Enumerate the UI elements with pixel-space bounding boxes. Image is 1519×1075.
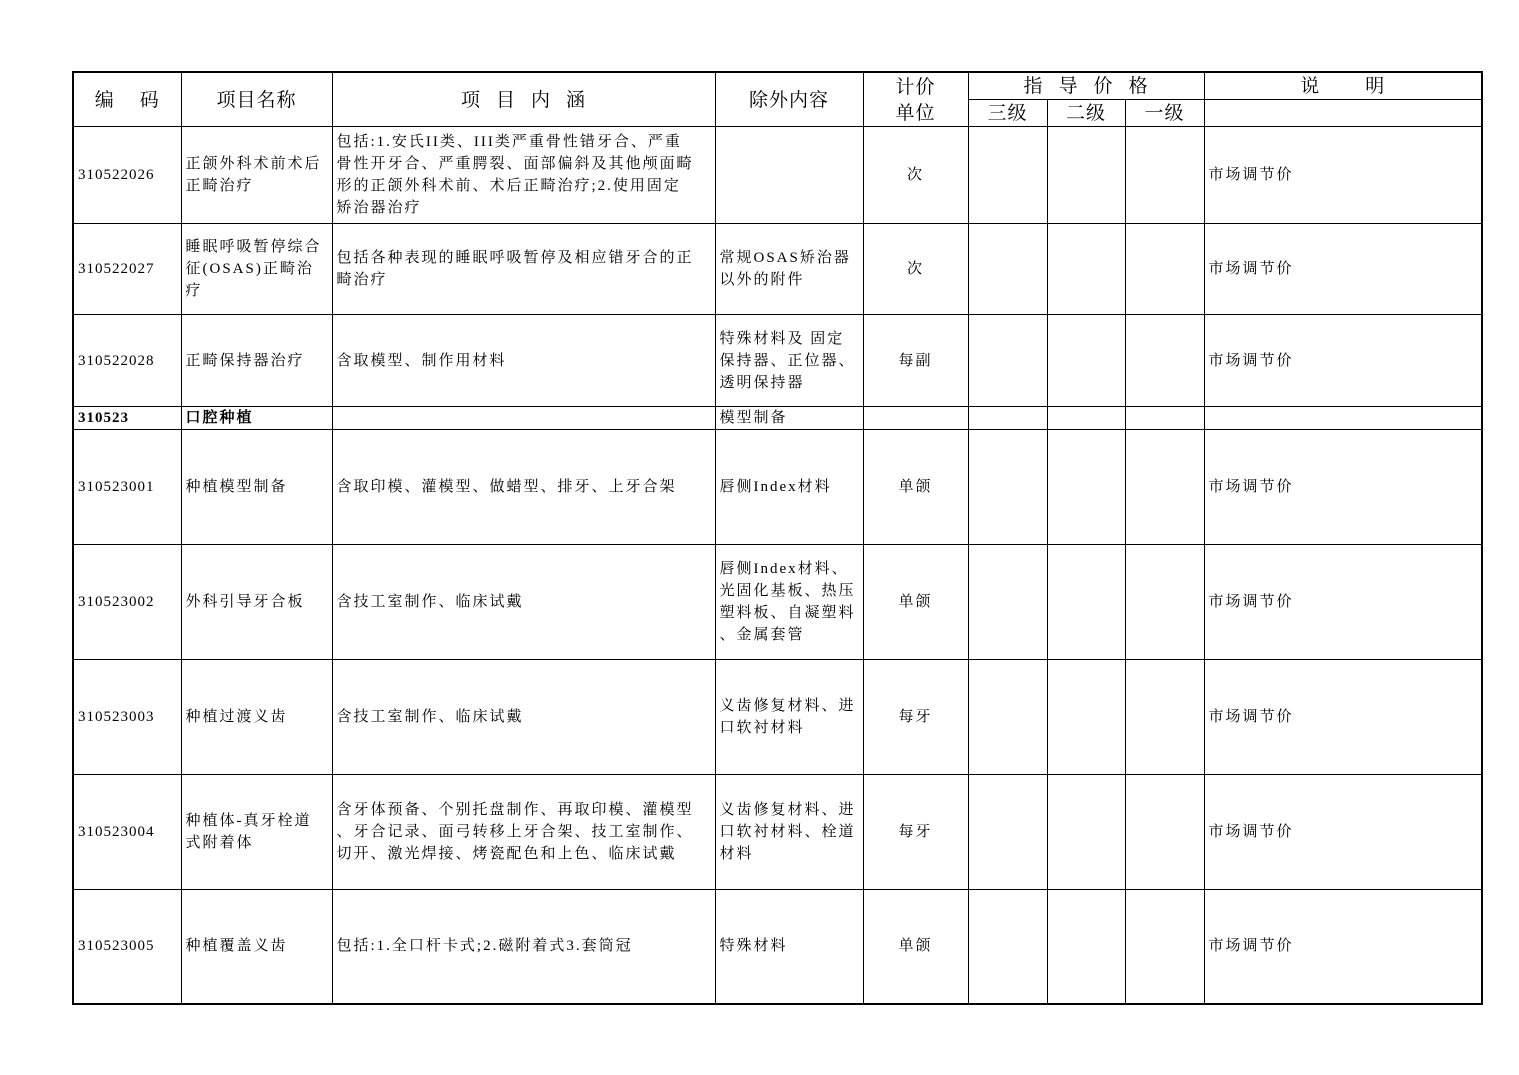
level2-header: 二级 <box>1047 100 1125 127</box>
price-level3-cell <box>968 315 1047 407</box>
unit-cell: 单颌 <box>863 890 968 1004</box>
unit-cell: 单颌 <box>863 545 968 660</box>
price-level1-cell <box>1125 407 1204 430</box>
price-level3-cell <box>968 660 1047 775</box>
exclusions-cell: 特殊材料及 固定保持器、正位器、透明保持器 <box>715 315 863 407</box>
price-level3-cell <box>968 407 1047 430</box>
code-cell: 310522026 <box>73 127 181 224</box>
price-level1-cell <box>1125 775 1204 890</box>
level3-header: 三级 <box>968 100 1047 127</box>
table-row <box>73 660 1482 775</box>
item-name-cell: 种植体-真牙栓道式附着体 <box>181 775 332 890</box>
price-level1-cell <box>1125 127 1204 224</box>
exclusions-cell: 特殊材料 <box>715 890 863 1004</box>
exclusions-cell: 模型制备 <box>715 407 863 430</box>
code-cell: 310522027 <box>73 224 181 315</box>
table-row <box>73 127 1482 224</box>
code-header: 编 码 <box>73 72 181 127</box>
note-cell: 市场调节价 <box>1204 430 1482 545</box>
price-level2-cell <box>1047 545 1125 660</box>
guide-price-header: 指 导 价 格 <box>968 72 1204 100</box>
unit-header-label: 计价单位 <box>895 75 936 124</box>
unit-cell: 每副 <box>863 315 968 407</box>
unit-cell: 次 <box>863 224 968 315</box>
content-cell: 含牙体预备、个别托盘制作、再取印模、灌模型、牙合记录、面弓转移上牙合架、技工室制作、切开、激光焊接、烤瓷配色和上色、临床试戴 <box>332 775 715 890</box>
price-level3-cell <box>968 127 1047 224</box>
price-level3-cell <box>968 224 1047 315</box>
item-name-cell: 外科引导牙合板 <box>181 545 332 660</box>
code-cell: 310523001 <box>73 430 181 545</box>
note-header: 说 明 <box>1204 72 1482 100</box>
content-cell: 包括各种表现的睡眠呼吸暂停及相应错牙合的正畸治疗 <box>332 224 715 315</box>
code-cell: 310523002 <box>73 545 181 660</box>
code-cell: 310522028 <box>73 315 181 407</box>
price-level2-cell <box>1047 127 1125 224</box>
exclusions-cell: 义齿修复材料、进口软衬材料、栓道材料 <box>715 775 863 890</box>
content-cell: 含取模型、制作用材料 <box>332 315 715 407</box>
code-cell: 310523005 <box>73 890 181 1004</box>
exclusions-cell: 唇侧Index材料、光固化基板、热压塑料板、自凝塑料、金属套管 <box>715 545 863 660</box>
exclusions-cell: 常规OSAS矫治器以外的附件 <box>715 224 863 315</box>
item-name-cell: 种植模型制备 <box>181 430 332 545</box>
content-header: 项 目 内 涵 <box>332 72 715 127</box>
code-cell: 310523004 <box>73 775 181 890</box>
price-table <box>72 71 1483 1005</box>
content-cell <box>332 407 715 430</box>
unit-cell: 每牙 <box>863 660 968 775</box>
table-row <box>73 890 1482 1004</box>
unit-cell: 单颌 <box>863 430 968 545</box>
note-cell: 市场调节价 <box>1204 224 1482 315</box>
item-name-cell: 正颌外科术前术后正畸治疗 <box>181 127 332 224</box>
price-level3-cell <box>968 545 1047 660</box>
table-row <box>73 545 1482 660</box>
section-code-cell: 310523 <box>73 407 181 430</box>
content-cell: 含取印模、灌模型、做蜡型、排牙、上牙合架 <box>332 430 715 545</box>
table-row <box>73 224 1482 315</box>
item-name-cell: 睡眠呼吸暂停综合征(OSAS)正畸治疗 <box>181 224 332 315</box>
section-name-cell: 口腔种植 <box>181 407 332 430</box>
price-level1-cell <box>1125 315 1204 407</box>
note-cell: 市场调节价 <box>1204 127 1482 224</box>
unit-cell <box>863 407 968 430</box>
item-name-cell: 种植过渡义齿 <box>181 660 332 775</box>
price-level1-cell <box>1125 430 1204 545</box>
price-level3-cell <box>968 430 1047 545</box>
note-cell: 市场调节价 <box>1204 890 1482 1004</box>
price-level1-cell <box>1125 545 1204 660</box>
price-level2-cell <box>1047 315 1125 407</box>
note-cell: 市场调节价 <box>1204 775 1482 890</box>
content-cell: 含技工室制作、临床试戴 <box>332 545 715 660</box>
price-level1-cell <box>1125 890 1204 1004</box>
table-row <box>73 775 1482 890</box>
code-cell: 310523003 <box>73 660 181 775</box>
price-level3-cell <box>968 890 1047 1004</box>
price-level2-cell <box>1047 224 1125 315</box>
section-row <box>73 407 1482 430</box>
exclusions-cell: 义齿修复材料、进口软衬材料 <box>715 660 863 775</box>
content-cell: 包括:1.全口杆卡式;2.磁附着式3.套筒冠 <box>332 890 715 1004</box>
price-level2-cell <box>1047 775 1125 890</box>
price-level2-cell <box>1047 407 1125 430</box>
exclusions-header: 除外内容 <box>715 72 863 127</box>
price-level3-cell <box>968 775 1047 890</box>
exclusions-cell <box>715 127 863 224</box>
note-cell <box>1204 407 1482 430</box>
price-level1-cell <box>1125 660 1204 775</box>
level1-header: 一级 <box>1125 100 1204 127</box>
unit-cell: 每牙 <box>863 775 968 890</box>
table-row <box>73 315 1482 407</box>
header-row <box>73 72 1482 100</box>
price-level2-cell <box>1047 430 1125 545</box>
content-cell: 含技工室制作、临床试戴 <box>332 660 715 775</box>
item-name-cell: 种植覆盖义齿 <box>181 890 332 1004</box>
price-level2-cell <box>1047 660 1125 775</box>
table-row <box>73 430 1482 545</box>
unit-cell: 次 <box>863 127 968 224</box>
item-name-header: 项目名称 <box>181 72 332 127</box>
price-level1-cell <box>1125 224 1204 315</box>
unit-header <box>863 72 968 127</box>
content-cell: 包括:1.安氏II类、III类严重骨性错牙合、严重骨性开牙合、严重腭裂、面部偏斜及其他颅面畸形的正颌外科术前、术后正畸治疗;2.使用固定矫治器治疗 <box>332 127 715 224</box>
note-cell: 市场调节价 <box>1204 660 1482 775</box>
exclusions-cell: 唇侧Index材料 <box>715 430 863 545</box>
note-header-sub <box>1204 100 1482 127</box>
note-cell: 市场调节价 <box>1204 545 1482 660</box>
item-name-cell: 正畸保持器治疗 <box>181 315 332 407</box>
note-cell: 市场调节价 <box>1204 315 1482 407</box>
price-level2-cell <box>1047 890 1125 1004</box>
